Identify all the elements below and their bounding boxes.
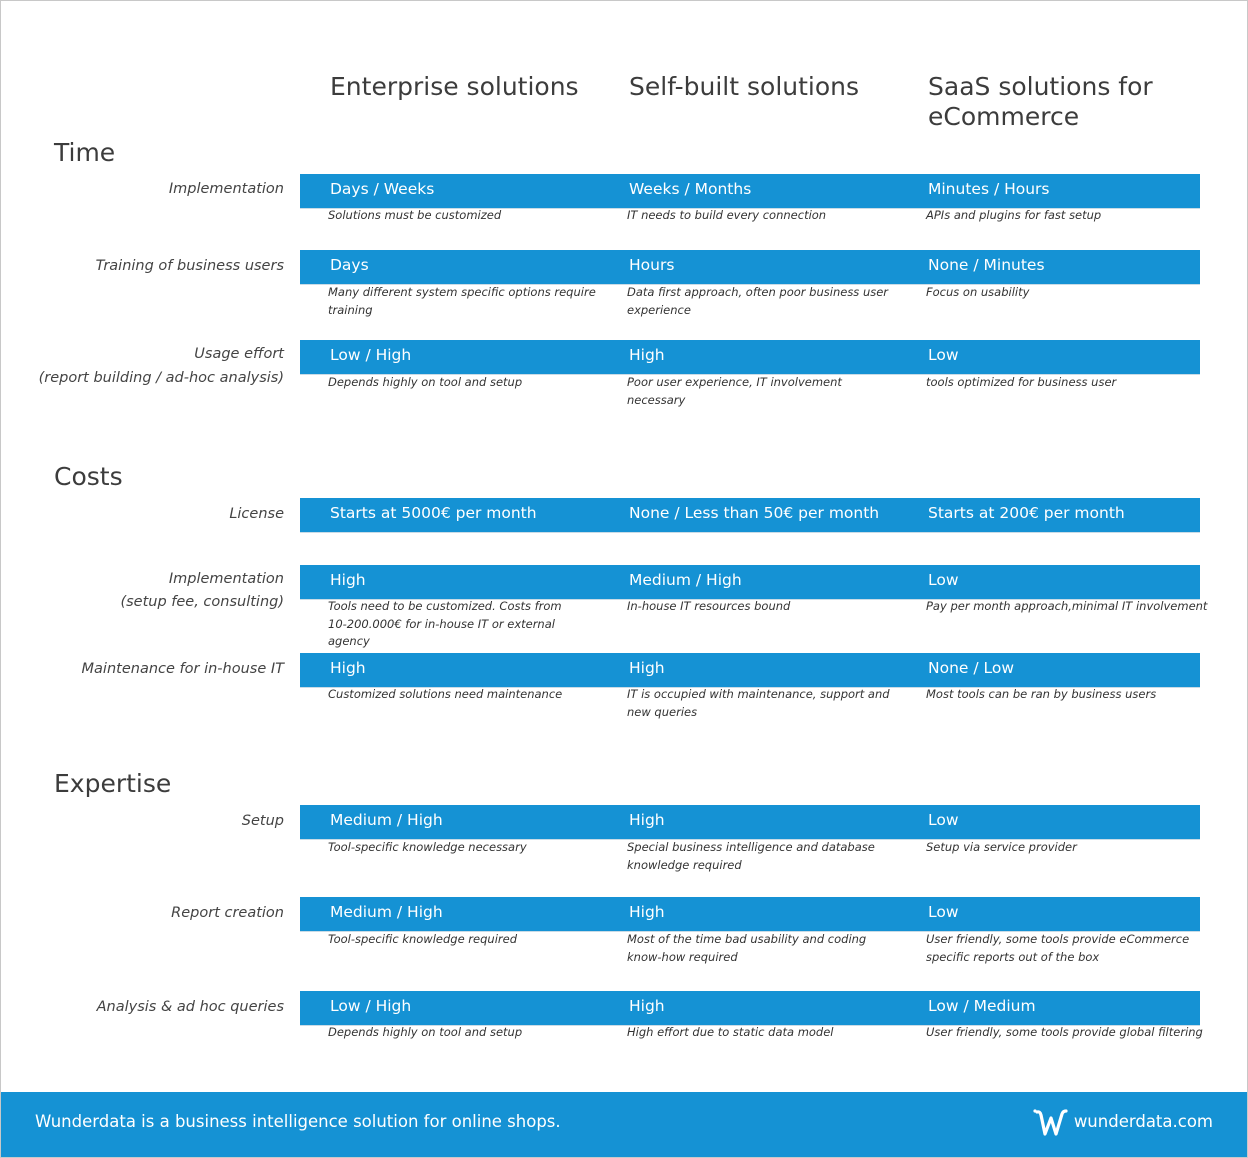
- value-bar: [300, 340, 1200, 375]
- footer-tagline: Wunderdata is a business intelligence solution for online shops.: [35, 1112, 561, 1131]
- note-saas: Focus on usability: [926, 285, 1030, 299]
- section-title-time: Time: [54, 138, 116, 167]
- wunderdata-w-logo-icon: [1031, 1106, 1071, 1142]
- value-saas: Low: [928, 346, 959, 364]
- value-self-built: High: [629, 346, 665, 364]
- column-header-saas: SaaS solutions for eCommerce: [928, 72, 1153, 131]
- row-label: Report creation: [171, 905, 284, 921]
- row-label: Training of business users: [95, 258, 284, 274]
- value-bar: [300, 498, 1200, 533]
- value-saas: None / Minutes: [928, 256, 1045, 274]
- value-self-built: High: [629, 659, 665, 677]
- value-self-built: High: [629, 997, 665, 1015]
- value-saas: Minutes / Hours: [928, 180, 1050, 198]
- value-bar: [300, 805, 1200, 840]
- note-self-built: Data first approach, often poor business user experience: [627, 285, 889, 317]
- value-self-built: Hours: [629, 256, 675, 274]
- row-label: License: [229, 506, 284, 522]
- value-self-built: Medium / High: [629, 571, 742, 589]
- row-label: Maintenance for in-house IT: [81, 661, 284, 677]
- note-enterprise: Tool-specific knowledge necessary: [328, 840, 527, 854]
- note-enterprise: Tools need to be customized. Costs from 10-200.000€ for in-house IT or external agency: [328, 599, 562, 648]
- value-enterprise: Starts at 5000€ per month: [330, 504, 537, 522]
- value-self-built: None / Less than 50€ per month: [629, 504, 880, 522]
- column-header-enterprise: Enterprise solutions: [330, 72, 579, 101]
- row-label: Setup: [241, 813, 284, 829]
- value-bar: [300, 897, 1200, 932]
- row-label: Implementation: [168, 181, 284, 197]
- note-self-built: Poor user experience, IT involvement necessary: [627, 375, 842, 407]
- value-enterprise: High: [330, 659, 366, 677]
- note-saas: Most tools can be ran by business users: [926, 687, 1157, 701]
- footer-website-link[interactable]: wunderdata.com: [1073, 1112, 1213, 1131]
- value-bar: [300, 991, 1200, 1026]
- value-saas: Starts at 200€ per month: [928, 504, 1125, 522]
- value-saas: Low: [928, 571, 959, 589]
- note-saas: tools optimized for business user: [926, 375, 1117, 389]
- value-enterprise: Low / High: [330, 997, 412, 1015]
- note-enterprise: Tool-specific knowledge required: [328, 932, 517, 946]
- row-label: Analysis & ad hoc queries: [96, 999, 284, 1015]
- row-sublabel: (setup fee, consulting): [120, 594, 284, 610]
- row-label: Implementation: [168, 571, 284, 587]
- note-enterprise: Solutions must be customized: [328, 208, 502, 222]
- value-bar: [300, 174, 1200, 209]
- value-bar: [300, 250, 1200, 285]
- value-enterprise: Days: [330, 256, 369, 274]
- note-self-built: High effort due to static data model: [627, 1025, 834, 1039]
- note-saas: Pay per month approach,minimal IT involvement: [926, 599, 1208, 613]
- section-title-expertise: Expertise: [54, 769, 172, 798]
- note-self-built: IT needs to build every connection: [627, 208, 827, 222]
- footer: [1, 1092, 1247, 1157]
- value-self-built: High: [629, 903, 665, 921]
- value-saas: Low / Medium: [928, 997, 1036, 1015]
- note-saas: Setup via service provider: [926, 840, 1077, 854]
- value-saas: Low: [928, 903, 959, 921]
- note-enterprise: Many different system specific options require training: [328, 285, 596, 317]
- note-saas: User friendly, some tools provide eCommerce specific reports out of the box: [926, 932, 1190, 964]
- value-enterprise: Days / Weeks: [330, 180, 435, 198]
- value-bar: [300, 565, 1200, 600]
- value-enterprise: Low / High: [330, 346, 412, 364]
- value-self-built: High: [629, 811, 665, 829]
- note-saas: APIs and plugins for fast setup: [926, 208, 1102, 222]
- value-saas: None / Low: [928, 659, 1015, 677]
- value-enterprise: Medium / High: [330, 903, 443, 921]
- row-sublabel: (report building / ad-hoc analysis): [38, 370, 284, 386]
- value-enterprise: High: [330, 571, 366, 589]
- note-self-built: IT is occupied with maintenance, support and new queries: [627, 687, 890, 719]
- note-self-built: In-house IT resources bound: [627, 599, 791, 613]
- note-saas: User friendly, some tools provide global filtering: [926, 1025, 1203, 1039]
- note-enterprise: Customized solutions need maintenance: [328, 687, 563, 701]
- row-label: Usage effort: [194, 346, 284, 362]
- section-title-costs: Costs: [54, 462, 123, 491]
- value-enterprise: Medium / High: [330, 811, 443, 829]
- column-header-self-built: Self-built solutions: [629, 72, 860, 101]
- value-self-built: Weeks / Months: [629, 180, 752, 198]
- value-saas: Low: [928, 811, 959, 829]
- note-enterprise: Depends highly on tool and setup: [328, 1025, 523, 1039]
- note-enterprise: Depends highly on tool and setup: [328, 375, 523, 389]
- value-bar: [300, 653, 1200, 688]
- note-self-built: Special business intelligence and database knowledge required: [627, 840, 875, 872]
- note-self-built: Most of the time bad usability and coding know-how required: [627, 932, 867, 964]
